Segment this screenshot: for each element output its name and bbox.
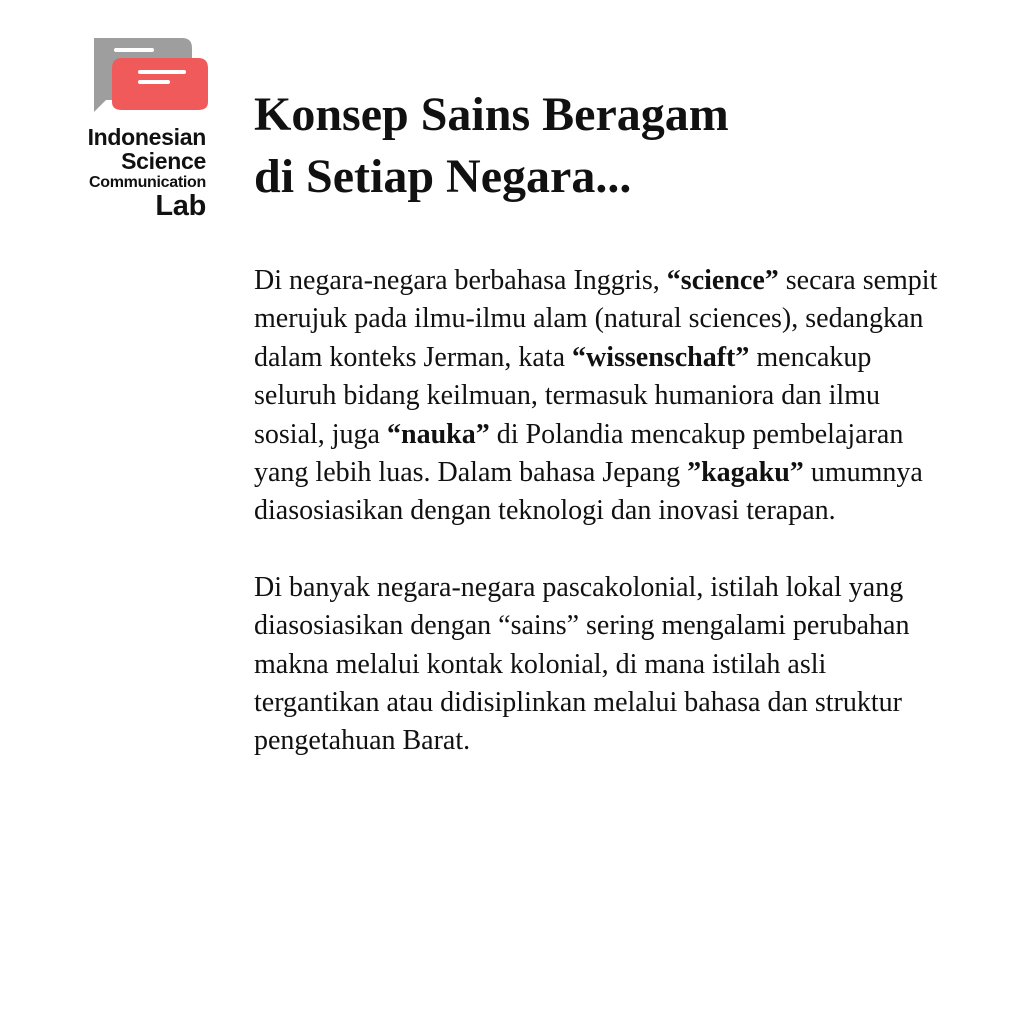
logo-line-4: Lab [155,190,206,222]
page-title [254,84,974,208]
chat-bubbles-icon [86,34,210,120]
term-wissenschaft: “wissenschaft” [572,341,750,373]
paragraph-1-text-2: secara sempit merujuk pada ilmu-ilmu alam (natural sciences), sedangkan dalam konteks Jerman, kata [254,265,938,373]
paragraph-1-text-5: umumnya diasosiasikan dengan teknologi dan inovasi terapan. [254,457,923,527]
paragraph-1 [254,262,954,531]
logo-line-1: Indonesian [87,124,206,150]
logo-wordmark [88,126,206,221]
term-kagaku: ”kagaku” [687,457,804,489]
title-line-2: di Setiap Negara... [254,150,632,203]
paragraph-1-text-3: mencakup seluruh bidang keilmuan, termasuk humaniora dan ilmu sosial, juga [254,341,880,450]
paragraph-1-text-4: di Polandia mencakup pembelajaran yang lebih luas. Dalam bahasa Jepang [254,418,904,489]
lab-logo [44,34,214,222]
title-line-1: Konsep Sains Beragam [254,88,729,141]
paragraph-2: Di banyak negara-negara pascakolonial, istilah lokal yang diasosiasikan dengan “sains” sering mengalami perubahan makna melalui kontak kolonial, di mana istilah asli tergantikan atau didisiplinkan melalui bahasa dan struktur pengetahuan Barat. [254,571,910,757]
paragraph-1-text-1: Di negara-negara berbahasa Inggris, [254,265,667,296]
logo-line-2: Science [121,148,206,174]
term-science: “science” [666,265,779,296]
term-nauka: “nauka” [387,418,490,450]
logo-line-3: Communication [89,174,206,191]
article-body [254,262,954,761]
